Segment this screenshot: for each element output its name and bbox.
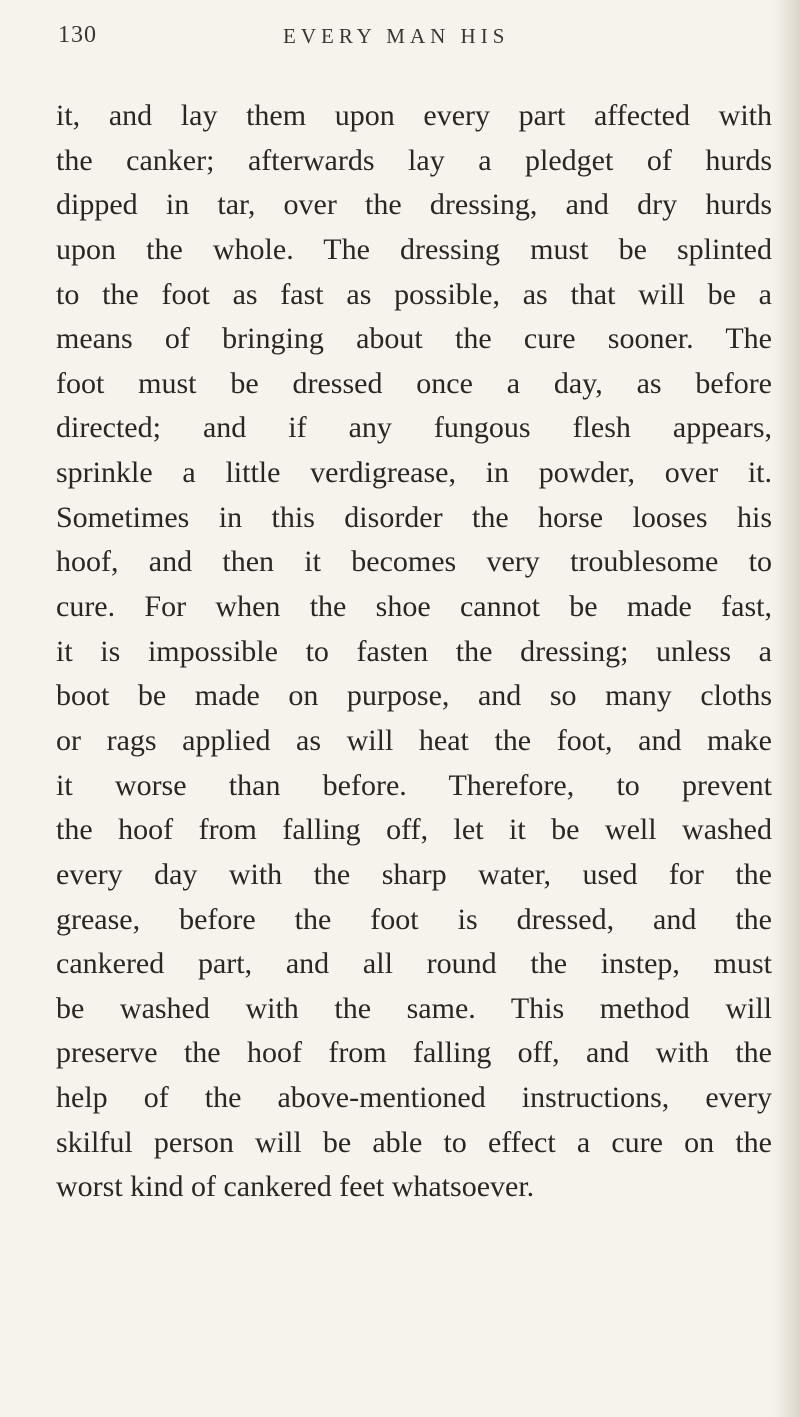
text-line: it worse than before. Therefore, to prevent [56,768,772,802]
body-text [56,94,772,1210]
text-line: it is impossible to fasten the dressing; unless a [56,634,772,668]
text-line: hoof, and then it becomes very troublesome to [56,545,772,579]
text-line: every day with the sharp water, used for the [56,857,772,891]
text-line: foot must be dressed once a day, as before [56,366,772,400]
text-line: help of the above-mentioned instructions, every [56,1081,772,1115]
text-line-last: worst kind of cankered feet whatsoever. [56,1170,535,1204]
text-line: the canker; afterwards lay a pledget of hurds [56,143,772,177]
text-line: means of bringing about the cure sooner. The [56,322,772,356]
text-line: be washed with the same. This method will [56,991,772,1025]
text-line: Sometimes in this disorder the horse looses his [56,500,772,534]
page-number: 130 [58,22,97,48]
text-line: cankered part, and all round the instep, must [56,947,772,981]
page-edge-shadow [778,0,800,1417]
text-line: directed; and if any fungous flesh appears, [56,411,772,445]
text-line: dipped in tar, over the dressing, and dry hurds [56,188,772,222]
text-line: grease, before the foot is dressed, and the [56,902,772,936]
text-line: skilful person will be able to effect a cure on the [56,1125,772,1159]
text-line: it, and lay them upon every part affected with [56,99,772,132]
page-header [58,16,758,56]
text-line: the hoof from falling off, let it be well washed [56,813,772,847]
text-line: preserve the hoof from falling off, and with the [56,1036,772,1070]
text-line: to the foot as fast as possible, as that will be a [56,277,772,311]
text-line: cure. For when the shoe cannot be made fast, [56,590,772,624]
text-line: boot be made on purpose, and so many cloths [56,679,772,713]
running-head: EVERY MAN HIS [283,24,510,48]
text-line: upon the whole. The dressing must be splinted [56,232,772,266]
text-line: or rags applied as will heat the foot, and make [56,723,772,757]
text-line: sprinkle a little verdigrease, in powder, over it. [56,456,772,490]
